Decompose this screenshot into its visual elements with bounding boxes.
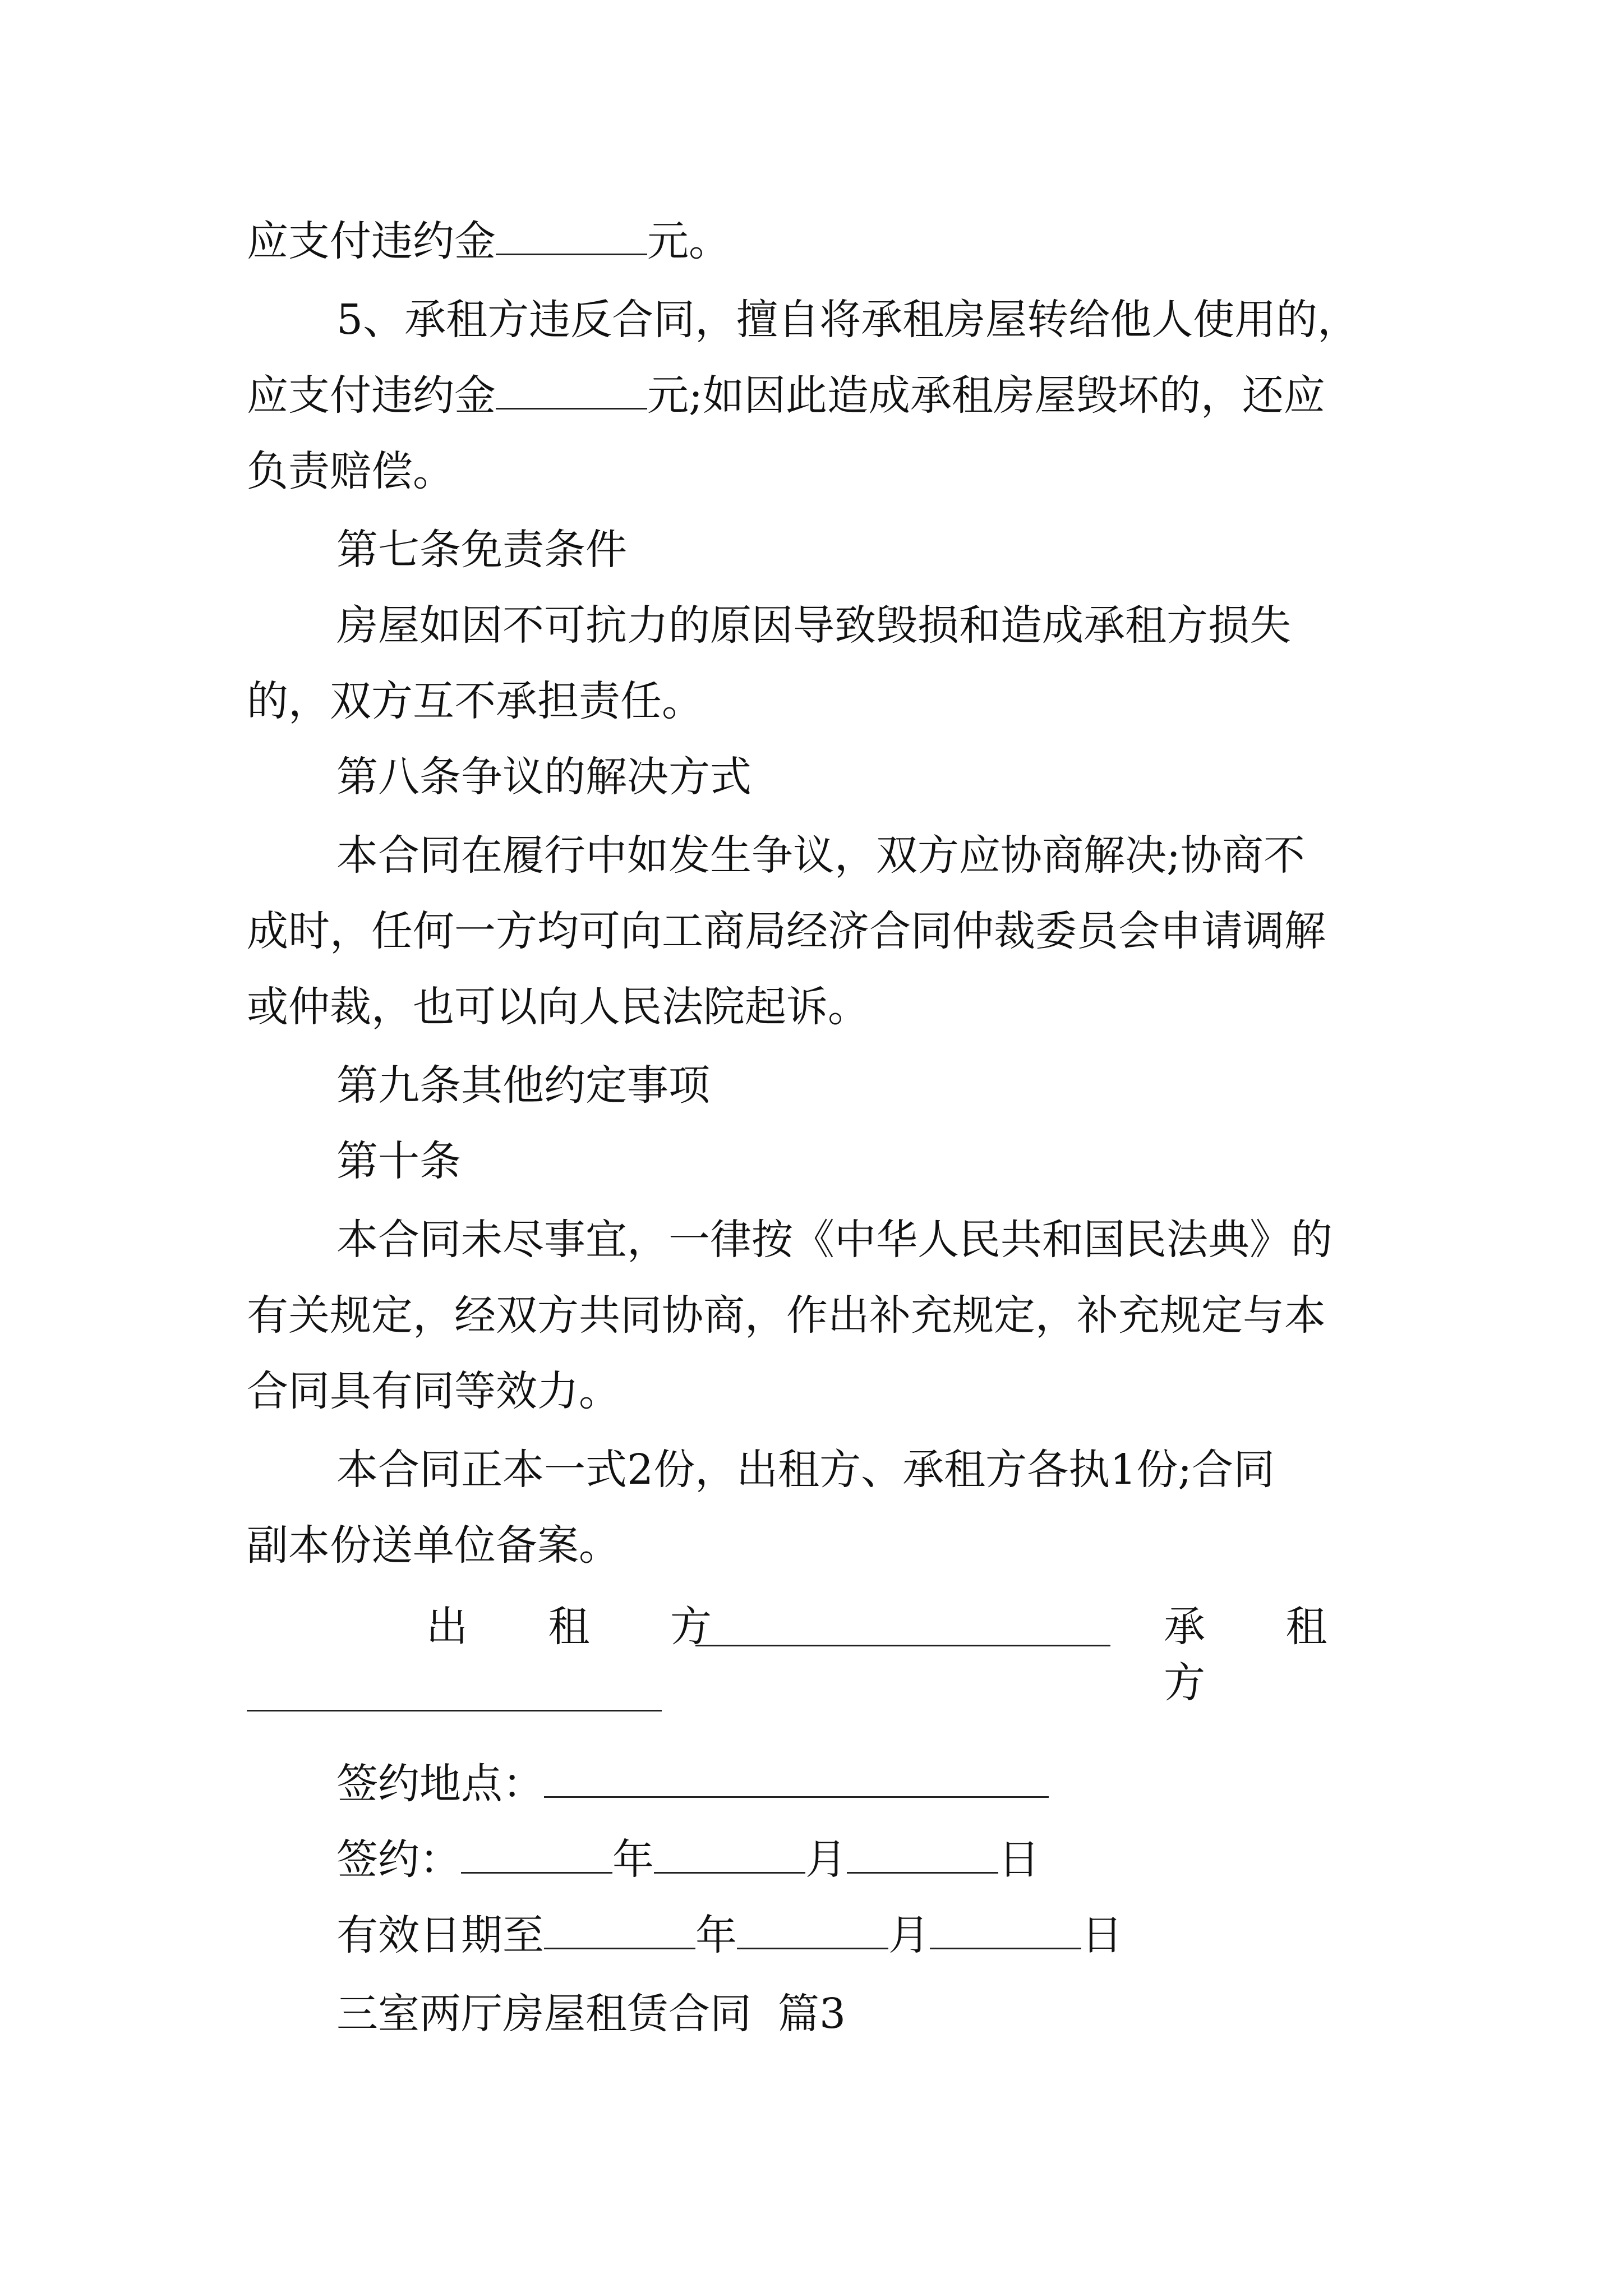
day-label: 日 bbox=[998, 1835, 1040, 1884]
text-fragment: 元;如因此造成承租房屋毁坏的，还应 bbox=[647, 371, 1325, 420]
month-blank bbox=[737, 1908, 888, 1949]
paragraph-line: 或仲裁，也可以向人民法院起诉。 bbox=[247, 983, 869, 1031]
year-label: 年 bbox=[695, 1911, 737, 1959]
text-fragment: 元。 bbox=[647, 217, 730, 265]
sign-date-label: 签约： bbox=[336, 1835, 461, 1884]
paragraph-line: 的，双方互不承担责任。 bbox=[247, 677, 703, 725]
section-heading: 第七条免责条件 bbox=[336, 526, 627, 574]
day-label: 日 bbox=[1081, 1911, 1123, 1959]
next-section-title: 三室两厅房屋租赁合同 篇3 bbox=[336, 1990, 846, 2038]
sign-date-line bbox=[336, 1832, 1040, 1888]
text-fragment: 应支付违约金 bbox=[247, 371, 496, 420]
valid-date-line bbox=[336, 1907, 1123, 1963]
paragraph-line: 有关规定，经双方共同协商，作出补充规定，补充规定与本 bbox=[247, 1291, 1326, 1340]
paragraph-line: 本合同在履行中如发生争议，双方应协商解决;协商不 bbox=[336, 831, 1305, 880]
paragraph-line: 本合同未尽事宜，一律按《中华人民共和国民法典》的 bbox=[336, 1216, 1332, 1264]
signature-row bbox=[426, 1599, 1385, 1707]
year-label: 年 bbox=[612, 1835, 654, 1884]
lessor-label: 出 租 方 bbox=[426, 1603, 746, 1651]
month-label: 月 bbox=[888, 1911, 930, 1959]
paragraph-line: 负责赔偿。 bbox=[247, 447, 454, 495]
sign-place-line bbox=[336, 1756, 1049, 1812]
year-blank bbox=[461, 1833, 612, 1874]
lessee-signature-blank bbox=[247, 1710, 662, 1711]
text-fragment: 应支付违约金 bbox=[247, 217, 496, 265]
section-heading: 第九条其他约定事项 bbox=[336, 1061, 710, 1110]
paragraph-line: 合同具有同等效力。 bbox=[247, 1367, 620, 1415]
fill-blank bbox=[496, 214, 647, 255]
paragraph-line: 5、承租方违反合同，擅自将承租房屋转给他人使用的， bbox=[336, 296, 1359, 344]
lessor-signature-blank bbox=[695, 1645, 1110, 1646]
paragraph-line: 本合同正本一式2份，出租方、承租方各执1份;合同 bbox=[336, 1446, 1275, 1494]
paragraph-line: 副本份送单位备案。 bbox=[247, 1521, 620, 1570]
fill-blank bbox=[496, 369, 647, 409]
valid-date-label: 有效日期至 bbox=[336, 1911, 544, 1959]
paragraph-line bbox=[247, 367, 1325, 424]
year-blank bbox=[544, 1908, 695, 1949]
sign-place-blank bbox=[544, 1757, 1049, 1798]
section-heading: 第十条 bbox=[336, 1137, 461, 1185]
month-label: 月 bbox=[805, 1835, 847, 1884]
sign-place-label: 签约地点： bbox=[336, 1760, 544, 1808]
paragraph-line: 房屋如因不可抗力的原因导致毁损和造成承租方损失 bbox=[336, 601, 1291, 650]
paragraph-line bbox=[247, 213, 730, 269]
day-blank bbox=[847, 1833, 998, 1874]
day-blank bbox=[930, 1908, 1081, 1949]
month-blank bbox=[654, 1833, 805, 1874]
section-heading: 第八条争议的解决方式 bbox=[336, 753, 751, 801]
lessee-label: 承 租 方 bbox=[1164, 1603, 1361, 1707]
paragraph-line: 成时，任何一方均可向工商局经济合同仲裁委员会申请调解 bbox=[247, 907, 1326, 955]
